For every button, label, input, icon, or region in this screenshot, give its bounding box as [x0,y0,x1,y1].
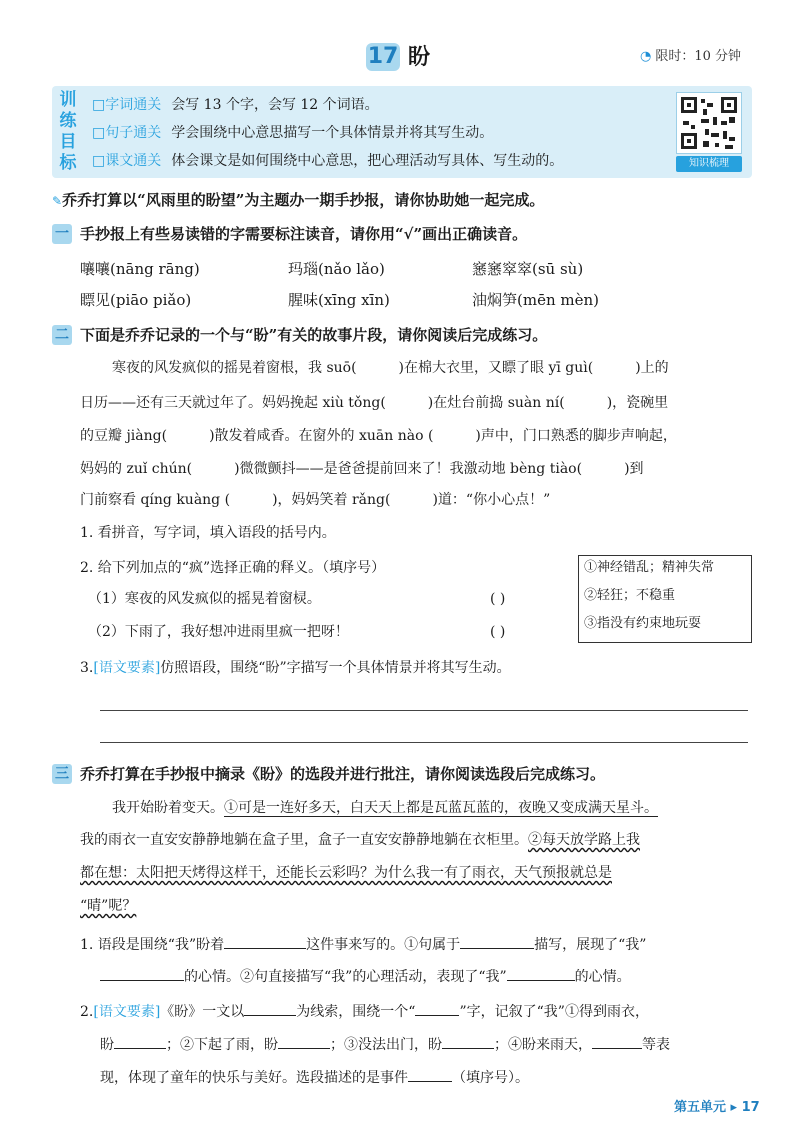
section-3-badge: 三 [52,764,72,784]
definition-item: ③指没有约束地玩耍 [584,616,702,631]
task-intro: ✎乔乔打算以“风雨里的盼望”为主题办一期手抄报，请你协助她一起完成。 [52,191,545,209]
answer-blank[interactable] [442,1032,494,1049]
section-3-title: 乔乔打算在手抄报中摘录《盼》的选段并进行批注，请你阅读选段后完成练习。 [80,765,606,783]
question-2-2-item: （1）寒夜的风发疯似的摇晃着窗棂。 [88,591,321,607]
page-footer: 第五单元 ▸ 17 [674,1100,760,1115]
answer-blank[interactable] [278,1032,330,1049]
question-2-2: 2. 给下列加点的“疯”选择正确的释义。（填序号） [80,560,386,576]
question-3-1-cont: 的心情。②句直接描写“我”的心理活动，表现了“我” 的心情。 [100,964,631,987]
answer-blank[interactable] [592,1032,642,1049]
question-3-2: 2.[语文要素]《盼》一文以 为线索，围绕一个“ ”字，记叙了“我”①得到雨衣， [80,999,649,1022]
pencil-icon: ✎ [52,194,63,208]
definition-item: ①神经错乱；精神失常 [584,560,715,575]
story-line: 妈妈的 zuǐ chún( )微微颤抖——是爸爸提前回来了！我激动地 bèng tiào( )到 [80,461,644,477]
pinyin-item: 嚷嚷(nāng rāng) [80,260,200,278]
question-2-2-item: （2）下雨了，我好想冲进雨里疯一把呀！ [88,624,349,640]
answer-blank[interactable] [224,932,306,949]
pinyin-item: 窸窸窣窣(sū sù) [472,260,584,278]
story-line: 的豆瓣 jiàng( )散发着咸香。在窗外的 xuān nào ( )声中，门口熟悉的脚步声响起， [80,428,677,444]
question-3-2-cont: 盼 ；②下起了雨，盼 ；③没法出门，盼 ；④盼来雨天， 等表 [100,1032,670,1055]
section-2-title: 下面是乔乔记录的一个与“盼”有关的故事片段，请你阅读后完成练习。 [80,326,548,344]
qr-code-icon[interactable] [676,92,742,154]
lesson-title: 盼 [408,44,431,70]
clock-icon: ◔ [640,49,652,64]
pinyin-item: 玛瑙(nǎo lǎo) [288,260,385,278]
section-1-badge: 一 [52,224,72,244]
pinyin-item: 腥味(xīng xīn) [288,291,390,309]
pinyin-item: 瞟见(piāo piǎo) [80,291,192,309]
answer-line[interactable] [100,742,748,743]
answer-blank[interactable] [100,964,184,981]
answer-blank[interactable] [408,1065,452,1082]
goal-item: □字词通关 会写 13 个字，会写 12 个词语。 [92,97,379,113]
story-line: 日历——还有三天就过年了。妈妈挽起 xiù tǒng( )在灶台前捣 suàn ní( )，瓷碗里 [80,395,669,411]
excerpt-line: 我开始盼着变天。①可是一连好多天，白天天上都是瓦蓝瓦蓝的，夜晚又变成满天星斗。 [112,800,658,816]
answer-blank[interactable] [415,999,459,1016]
answer-blank[interactable] [114,1032,166,1049]
answer-paren[interactable]: ( ) [490,624,506,640]
section-1-title: 手抄报上有些易读错的字需要标注读音，请你用“√”画出正确读音。 [80,225,528,243]
answer-blank[interactable] [460,932,534,949]
question-2-1: 1. 看拼音，写字词，填入语段的括号内。 [80,525,336,541]
excerpt-line: “晴”呢？ [80,898,137,914]
story-line: 门前察看 qíng kuàng ( )，妈妈笑着 rǎng( )道：“你小心点！” [80,492,551,508]
story-line: 寒夜的风发疯似的摇晃着窗根，我 suō( )在棉大衣里，又瞟了眼 yī guì( )上的 [112,360,669,376]
time-limit: ◔ 限时：10 分钟 [640,49,742,64]
goal-item: □句子通关 学会围绕中心意思描写一个具体情景并将其写生动。 [92,125,494,141]
question-3-1: 1. 语段是围绕“我”盼着 这件事来写的。①句属于 描写，展现了“我” [80,932,646,955]
section-2-badge: 二 [52,325,72,345]
definition-item: ②轻狂；不稳重 [584,588,676,603]
goals-side-label: 训 练 目 标 [59,90,77,173]
qr-label: 知识梳理 [676,156,742,172]
language-element-tag: [语文要素] [93,1004,161,1020]
answer-blank[interactable] [244,999,296,1016]
excerpt-line: 都在想：太阳把天烤得这样干，还能长云彩吗？为什么我一有了雨衣，天气预报就总是 [80,865,612,881]
question-3-2-cont: 现，体现了童年的快乐与美好。选段描述的是事件 （填序号）。 [100,1065,529,1088]
question-2-3: 3.[语文要素]仿照语段，围绕“盼”字描写一个具体情景并将其写生动。 [80,660,511,676]
lesson-number: 17 [367,44,399,69]
pinyin-item: 油焖笋(mēn mèn) [472,291,599,309]
answer-blank[interactable] [507,964,575,981]
excerpt-line: 我的雨衣一直安安静静地躺在盒子里，盒子一直安安静静地躺在衣柜里。②每天放学路上我 [80,832,640,848]
answer-paren[interactable]: ( ) [490,591,506,607]
language-element-tag: [语文要素] [93,660,161,676]
goal-item: □课文通关 体会课文是如何围绕中心意思，把心理活动写具体、写生动的。 [92,153,564,169]
answer-line[interactable] [100,710,748,711]
